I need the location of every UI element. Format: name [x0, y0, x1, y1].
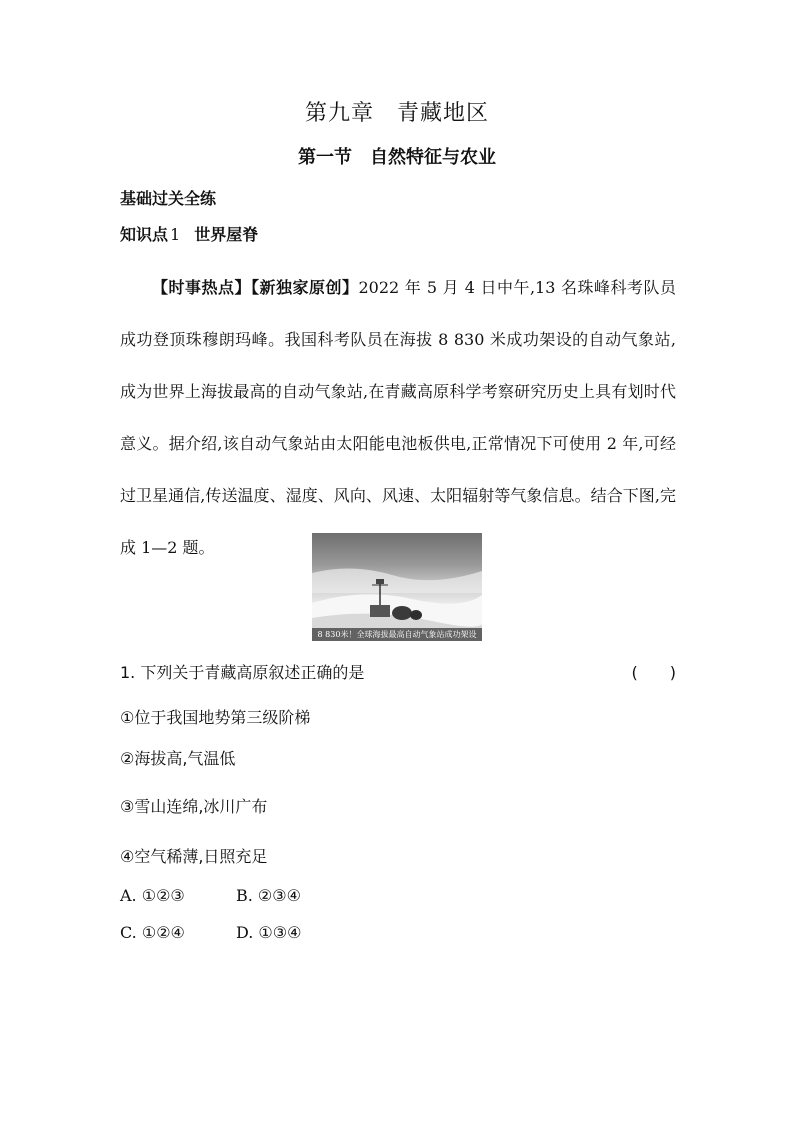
intro-text: 2022 年 5 月 4 日中午,13 名珠峰科考队员成功登顶珠穆朗玛峰。我国科考队员在海拔 8 830 米成功架设的自动气象站,成为世界上海拔最高的自动气象站,在青藏高原科学考察研究历史上具有划时代意义。据介绍,该自动气象站由太阳能电池板供电,正常情况下可使用 2 年,可经过卫星通信,传送温度、湿度、风向、风速、太阳辐射等气象信息。结合下图,完成 1—2 题。: [120, 278, 676, 557]
choice-a[interactable]: A. ①②③: [120, 886, 185, 905]
intro-paragraph: [120, 262, 676, 574]
question-1-stem: [120, 660, 676, 683]
knowledge-point-number: 1: [170, 225, 181, 244]
statement-2: ②海拔高,气温低: [120, 749, 236, 768]
section-title: 第一节 自然特征与农业: [298, 147, 496, 168]
chapter-title: 第九章 青藏地区: [304, 101, 489, 126]
knowledge-point-title: 世界屋脊: [194, 225, 259, 244]
question-1-text: 1. 下列关于青藏高原叙述正确的是: [120, 663, 365, 682]
choice-c[interactable]: C. ①②④: [120, 923, 185, 942]
photo-illustration: [312, 533, 482, 641]
statement-1: ①位于我国地势第三级阶梯: [120, 708, 311, 727]
current-events-tag: 【时事热点】: [152, 278, 251, 297]
choice-b[interactable]: B. ②③④: [236, 886, 301, 905]
answer-bracket: ( ): [631, 663, 676, 682]
practice-heading: 基础过关全练: [120, 189, 217, 208]
statement-4: ④空气稀薄,日照充足: [120, 847, 268, 866]
original-tag: 【新独家原创】: [251, 278, 359, 297]
photo-caption: 8 830米！全球海拔最高自动气象站成功架设: [312, 628, 482, 641]
knowledge-point-label: 知识点: [120, 225, 169, 244]
weather-station-photo: [312, 533, 482, 641]
knowledge-point-heading: [120, 222, 258, 245]
choice-d[interactable]: D. ①③④: [236, 923, 302, 942]
statement-3: ③雪山连绵,冰川广布: [120, 797, 268, 816]
